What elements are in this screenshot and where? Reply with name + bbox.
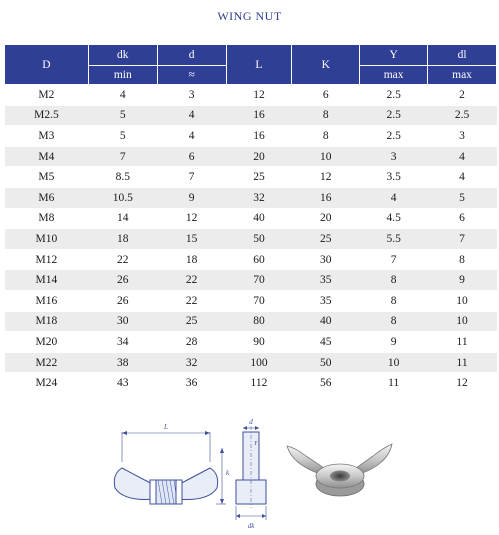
cell-d-small: 12 [157, 208, 226, 229]
cell-l: 25 [226, 167, 292, 188]
wing-nut-drawings [0, 408, 499, 535]
cell-d-small: 4 [157, 126, 226, 147]
cell-d1: 2.5 [428, 105, 497, 126]
table-row [5, 249, 497, 270]
cell-k: 56 [292, 373, 360, 394]
cell-dk: 30 [88, 311, 157, 332]
cell-k: 35 [292, 270, 360, 291]
cell-y: 4 [360, 187, 428, 208]
table-row [5, 167, 497, 188]
table-row [5, 332, 497, 353]
cell-d-small: 15 [157, 229, 226, 250]
table-row [5, 208, 497, 229]
cell-d-small: 9 [157, 187, 226, 208]
cell-l: 16 [226, 126, 292, 147]
cell-d: M3 [5, 126, 89, 147]
cell-d: M16 [5, 290, 89, 311]
cell-d-small: 22 [157, 290, 226, 311]
cell-y: 11 [360, 373, 428, 394]
cell-k: 10 [292, 146, 360, 167]
cell-d-small: 25 [157, 311, 226, 332]
cell-l: 50 [226, 229, 292, 250]
header-d1: dl [428, 45, 497, 66]
cell-y: 8 [360, 270, 428, 291]
cell-dk: 26 [88, 270, 157, 291]
cell-dk: 5 [88, 126, 157, 147]
cell-y: 2.5 [360, 126, 428, 147]
drawing-label-k: k [226, 469, 230, 477]
table-row [5, 187, 497, 208]
table-row [5, 373, 497, 394]
header-dk: dk [88, 45, 157, 66]
page-title: WING NUT [217, 9, 282, 23]
cell-d-small: 6 [157, 146, 226, 167]
cell-k: 25 [292, 229, 360, 250]
cell-l: 16 [226, 105, 292, 126]
cell-d: M18 [5, 311, 89, 332]
cell-y: 9 [360, 332, 428, 353]
cell-dk: 43 [88, 373, 157, 394]
header-d-small: d [157, 45, 226, 66]
cell-dk: 14 [88, 208, 157, 229]
cell-y: 8 [360, 290, 428, 311]
side-view-drawing [236, 426, 266, 520]
cell-k: 30 [292, 249, 360, 270]
cell-y: 3 [360, 146, 428, 167]
cell-y: 5.5 [360, 229, 428, 250]
cell-d-small: 36 [157, 373, 226, 394]
drawing-label-l: L [164, 423, 168, 431]
cell-l: 40 [226, 208, 292, 229]
header-d1-sub: max [428, 66, 497, 85]
cell-k: 50 [292, 352, 360, 373]
table-row [5, 352, 497, 373]
table-row [5, 126, 497, 147]
cell-l: 70 [226, 270, 292, 291]
cell-l: 60 [226, 249, 292, 270]
cell-d1: 6 [428, 208, 497, 229]
cell-l: 20 [226, 146, 292, 167]
cell-k: 12 [292, 167, 360, 188]
cell-k: 16 [292, 187, 360, 208]
table-row [5, 229, 497, 250]
table-row [5, 311, 497, 332]
cell-dk: 5 [88, 105, 157, 126]
header-l: L [226, 45, 292, 85]
cell-d1: 11 [428, 332, 497, 353]
cell-d: M2.5 [5, 105, 89, 126]
cell-k: 40 [292, 311, 360, 332]
cell-y: 8 [360, 311, 428, 332]
cell-d: M10 [5, 229, 89, 250]
cell-k: 8 [292, 105, 360, 126]
cell-dk: 10.5 [88, 187, 157, 208]
cell-y: 7 [360, 249, 428, 270]
cell-d1: 4 [428, 146, 497, 167]
cell-d1: 10 [428, 290, 497, 311]
cell-l: 12 [226, 85, 292, 106]
cell-l: 70 [226, 290, 292, 311]
cell-l: 80 [226, 311, 292, 332]
cell-dk: 38 [88, 352, 157, 373]
wing-nut-photo [287, 444, 392, 496]
spec-table [4, 44, 497, 394]
cell-y: 4.5 [360, 208, 428, 229]
cell-d: M8 [5, 208, 89, 229]
table-row [5, 85, 497, 106]
cell-d-small: 22 [157, 270, 226, 291]
cell-d1: 3 [428, 126, 497, 147]
cell-dk: 8.5 [88, 167, 157, 188]
cell-d1: 8 [428, 249, 497, 270]
cell-d1: 10 [428, 311, 497, 332]
cell-k: 35 [292, 290, 360, 311]
cell-k: 45 [292, 332, 360, 353]
cell-d1: 4 [428, 167, 497, 188]
cell-l: 90 [226, 332, 292, 353]
cell-d: M2 [5, 85, 89, 106]
cell-y: 3.5 [360, 167, 428, 188]
header-d-sub: ≈ [157, 66, 226, 85]
header-y: Y [360, 45, 428, 66]
drawing-label-dk: dk [247, 522, 255, 530]
header-dk-sub: min [88, 66, 157, 85]
cell-l: 100 [226, 352, 292, 373]
table-row [5, 105, 497, 126]
cell-dk: 18 [88, 229, 157, 250]
cell-y: 2.5 [360, 105, 428, 126]
cell-d-small: 4 [157, 105, 226, 126]
cell-d: M6 [5, 187, 89, 208]
cell-y: 10 [360, 352, 428, 373]
cell-d: M4 [5, 146, 89, 167]
drawing-label-y: Y [254, 441, 258, 447]
front-view-drawing [114, 431, 226, 504]
cell-d: M24 [5, 373, 89, 394]
cell-d1: 9 [428, 270, 497, 291]
table-row [5, 146, 497, 167]
cell-d-small: 3 [157, 85, 226, 106]
cell-l: 112 [226, 373, 292, 394]
header-y-sub: max [360, 66, 428, 85]
cell-d: M14 [5, 270, 89, 291]
cell-d1: 5 [428, 187, 497, 208]
cell-dk: 26 [88, 290, 157, 311]
drawing-label-d: d [249, 418, 253, 426]
cell-d1: 11 [428, 352, 497, 373]
cell-d1: 7 [428, 229, 497, 250]
cell-k: 6 [292, 85, 360, 106]
cell-dk: 7 [88, 146, 157, 167]
table-row [5, 290, 497, 311]
cell-d: M12 [5, 249, 89, 270]
table-row [5, 270, 497, 291]
cell-d-small: 32 [157, 352, 226, 373]
cell-d-small: 7 [157, 167, 226, 188]
cell-dk: 34 [88, 332, 157, 353]
cell-d-small: 28 [157, 332, 226, 353]
cell-y: 2.5 [360, 85, 428, 106]
cell-d-small: 18 [157, 249, 226, 270]
cell-d1: 12 [428, 373, 497, 394]
cell-d1: 2 [428, 85, 497, 106]
cell-l: 32 [226, 187, 292, 208]
header-k: K [292, 45, 360, 85]
cell-k: 8 [292, 126, 360, 147]
cell-k: 20 [292, 208, 360, 229]
cell-d: M5 [5, 167, 89, 188]
cell-d: M22 [5, 352, 89, 373]
cell-d: M20 [5, 332, 89, 353]
cell-dk: 4 [88, 85, 157, 106]
header-d: D [5, 45, 89, 85]
cell-dk: 22 [88, 249, 157, 270]
